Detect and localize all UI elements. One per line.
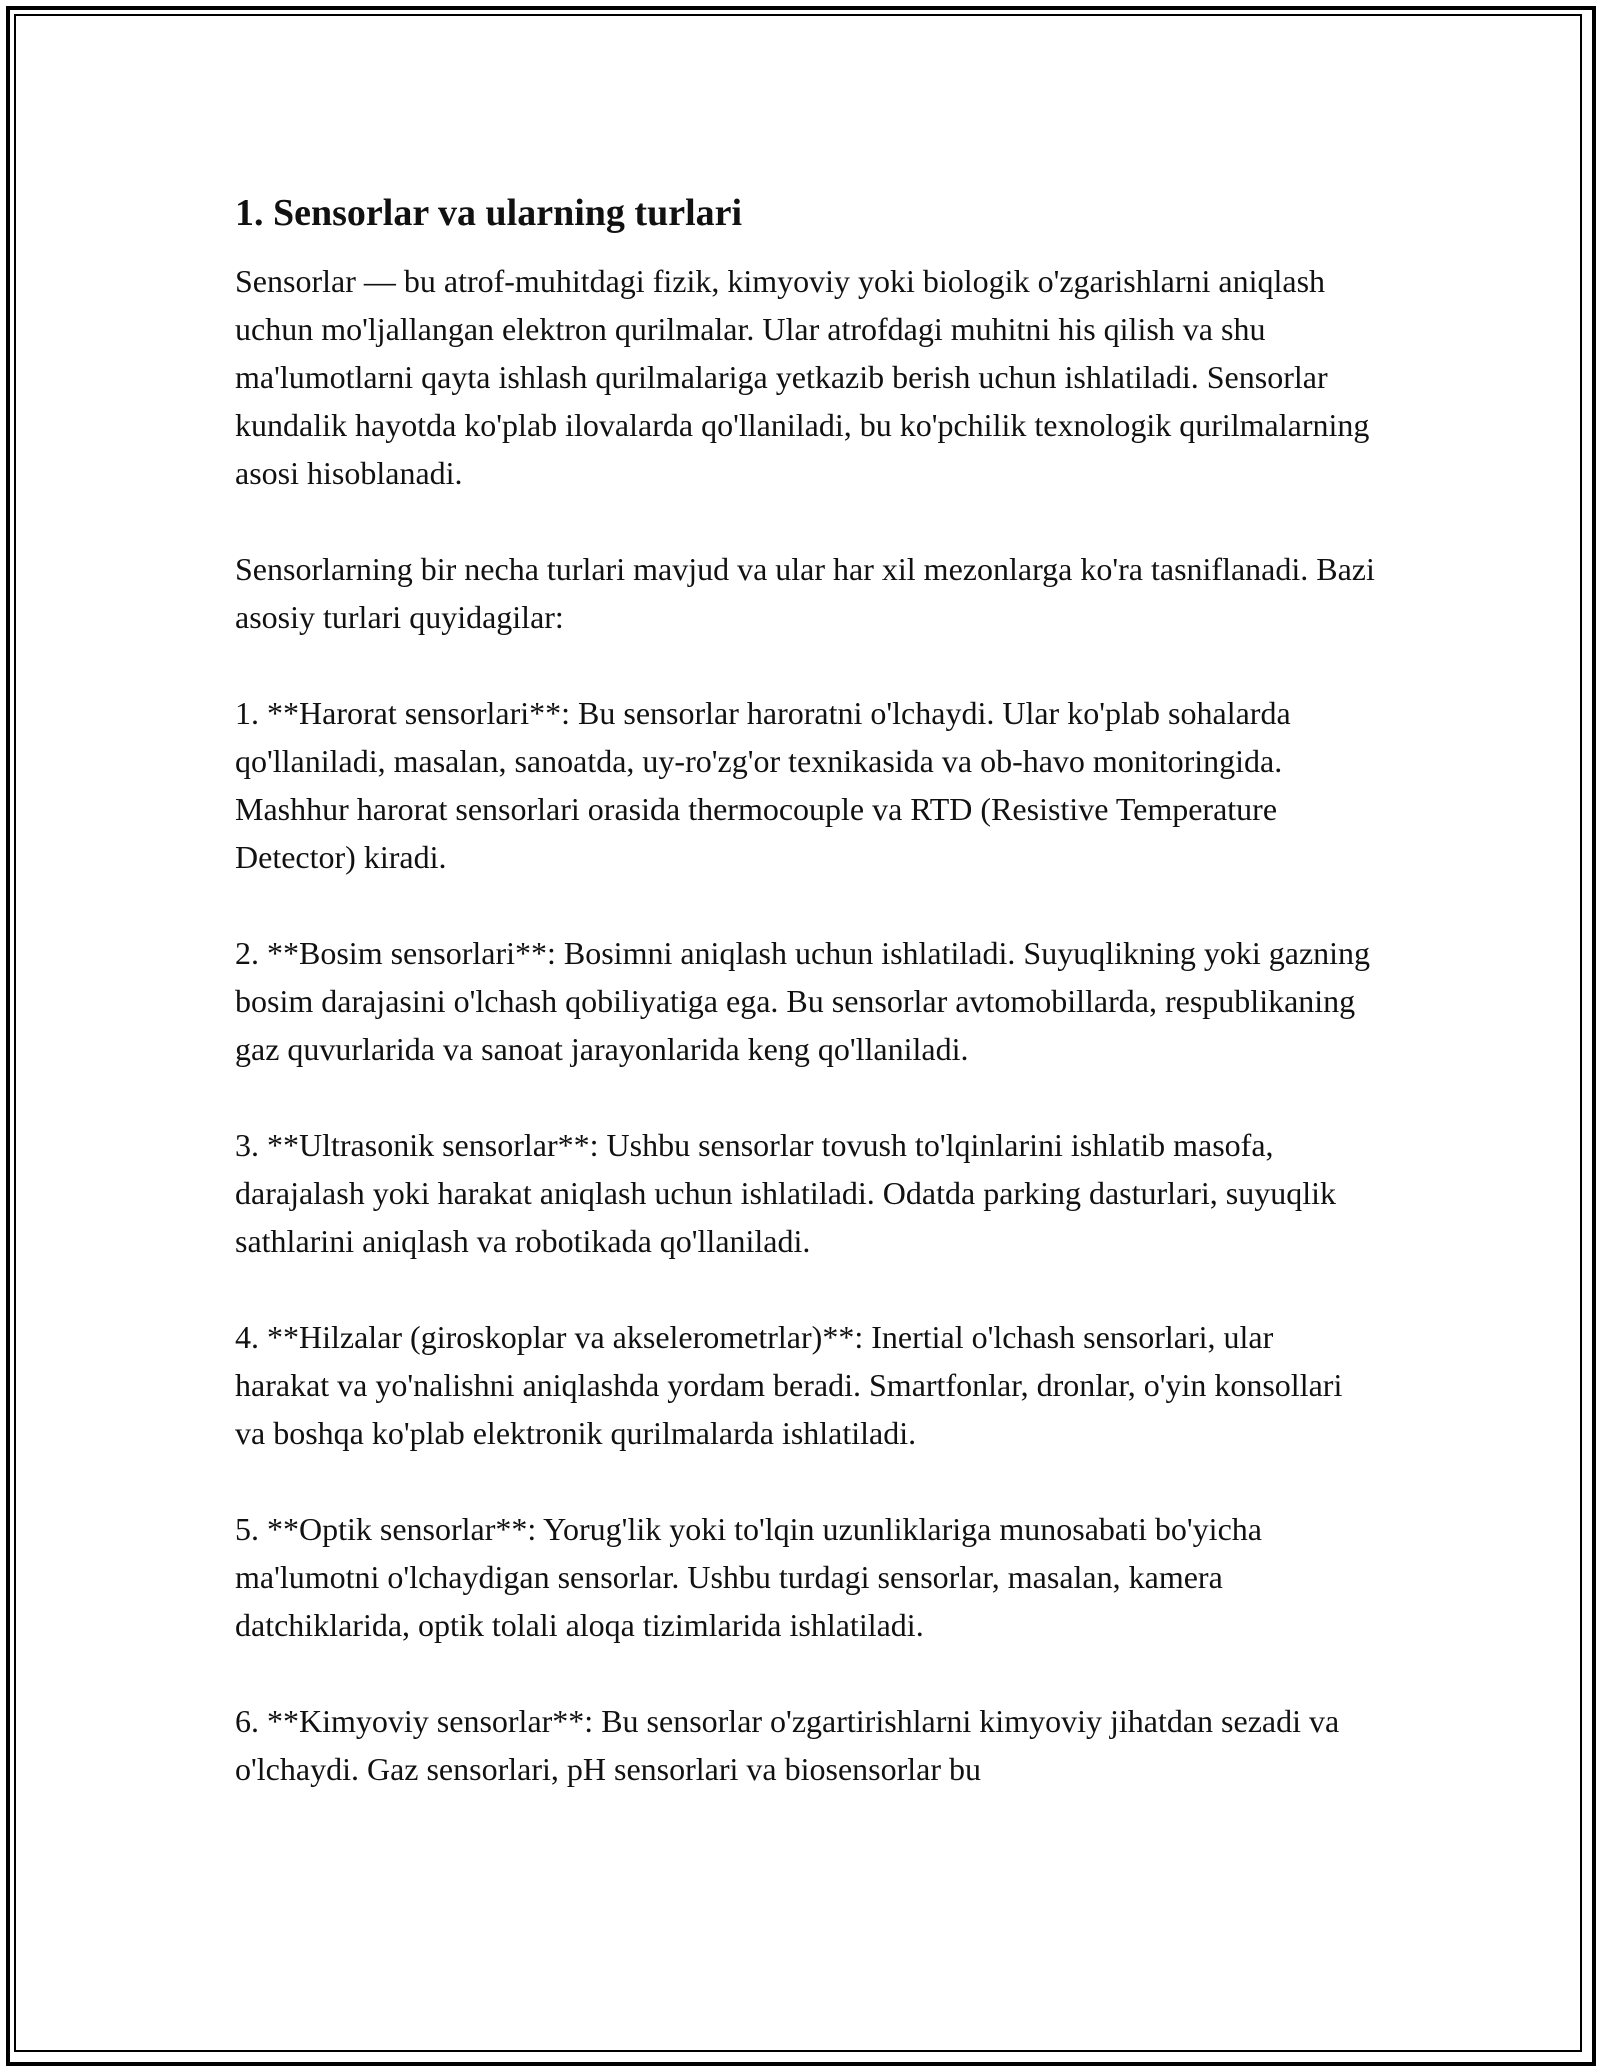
list-item-inertial-sensors: 4. **Hilzalar (giroskoplar va akselerometrlar)**: Inertial o'lchash sensorlari, ular harakat va yo'nalishni aniqlashda yordam beradi. Smartfonlar, dronlar, o'yin konsollari va boshqa ko'plab elektronik qurilmalarda ishlatiladi. [235, 1319, 1343, 1451]
document-body [235, 185, 1375, 1841]
list-item-chemical-sensors: 6. **Kimyoviy sensorlar**: Bu sensorlar o'zgartirishlarni kimyoviy jihatdan sezadi va o'lchaydi. Gaz sensorlari, pH sensorlari va biosensorlar bu [235, 1703, 1340, 1787]
types-intro-paragraph: Sensorlarning bir necha turlari mavjud va ular har xil mezonlarga ko'ra tasniflanadi. Bazi asosiy turlari quyidagilar: [235, 551, 1375, 635]
list-item-pressure-sensors: 2. **Bosim sensorlari**: Bosimni aniqlash uchun ishlatiladi. Suyuqlikning yoki gazning bosim darajasini o'lchash qobiliyatiga ega. Bu sensorlar avtomobillarda, respublikaning gaz quvurlarida va sanoat jarayonlarida keng qo'llaniladi. [235, 935, 1371, 1067]
list-item-ultrasonic-sensors: 3. **Ultrasonik sensorlar**: Ushbu sensorlar tovush to'lqinlarini ishlatib masofa, darajalash yoki harakat aniqlash uchun ishlatiladi. Odatda parking dasturlari, suyuqlik sathlarini aniqlash va robotikada qo'llaniladi. [235, 1127, 1337, 1259]
page-title: 1. Sensorlar va ularning turlari [235, 192, 743, 234]
list-item-temperature-sensors: 1. **Harorat sensorlari**: Bu sensorlar haroratni o'lchaydi. Ular ko'plab sohalarda qo'llaniladi, masalan, sanoatda, uy-ro'zg'or texnikasida va ob-havo monitoringida. Mashhur harorat sensorlari orasida thermocouple va RTD (Resistive Temperature Detector) kiradi. [235, 695, 1291, 875]
intro-paragraph: Sensorlar — bu atrof-muhitdagi fizik, kimyoviy yoki biologik o'zgarishlarni aniqlash uchun mo'ljallangan elektron qurilmalar. Ular atrofdagi muhitni his qilish va shu ma'lumotlarni qayta ishlash qurilmalariga yetkazib berish uchun ishlatiladi. Sensorlar kundalik hayotda ko'plab ilovalarda qo'llaniladi, bu ko'pchilik texnologik qurilmalarning asosi hisoblanadi. [235, 263, 1370, 491]
list-item-optical-sensors: 5. **Optik sensorlar**: Yorug'lik yoki to'lqin uzunliklariga munosabati bo'yicha ma'lumotni o'lchaydigan sensorlar. Ushbu turdagi sensorlar, masalan, kamera datchiklarida, optik tolali aloqa tizimlarida ishlatiladi. [235, 1511, 1262, 1643]
